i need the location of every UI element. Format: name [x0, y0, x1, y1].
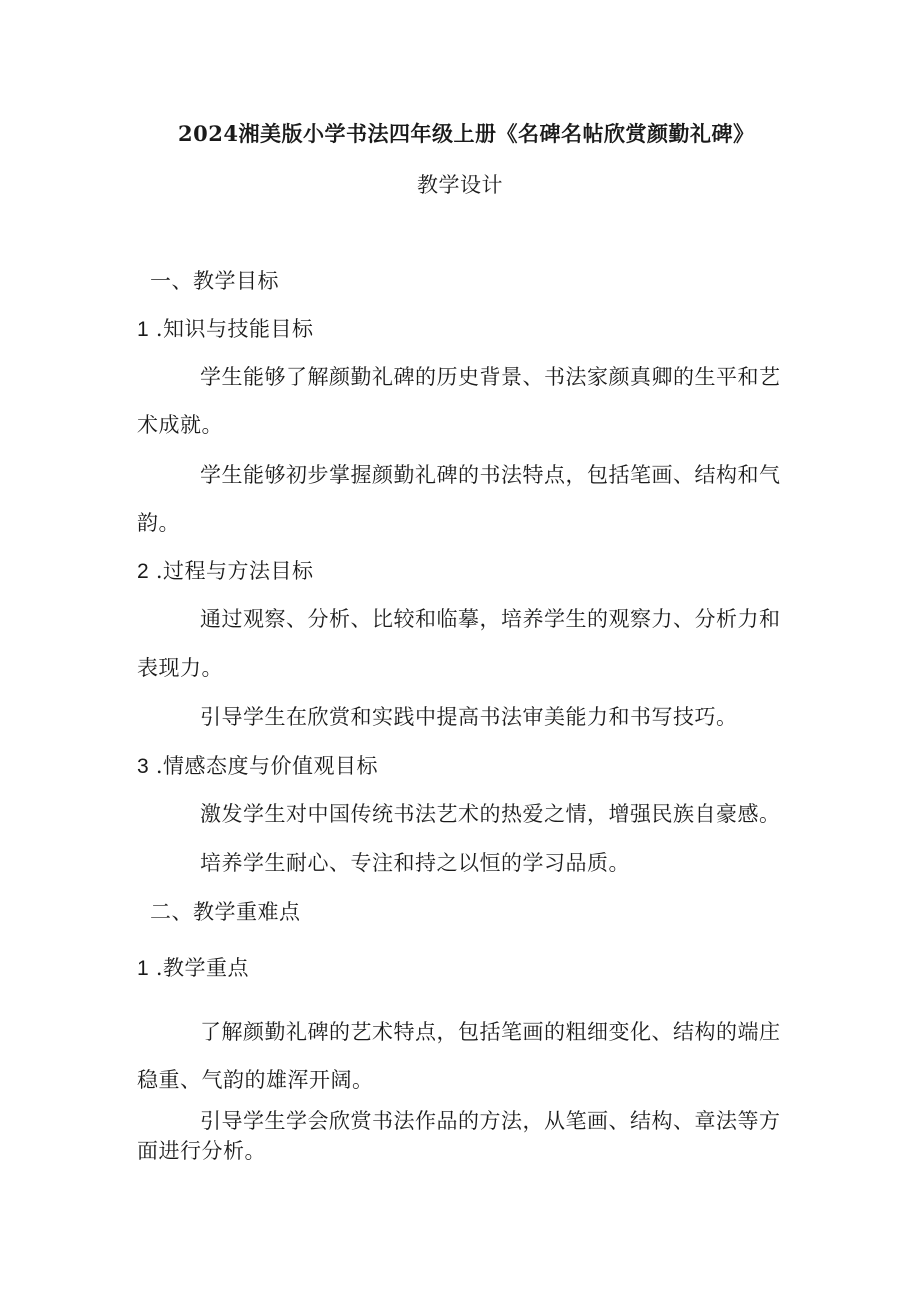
subsection-heading-process: 2 .过程与方法目标	[137, 559, 314, 583]
paragraph-line: 学生能够初步掌握颜勤礼碑的书法特点，包括笔画、结构和气	[200, 463, 781, 487]
paragraph-line: 面进行分析。	[137, 1139, 266, 1163]
paragraph-line: 引导学生在欣赏和实践中提高书法审美能力和书写技巧。	[200, 705, 738, 729]
subsection-heading-knowledge: 1 .知识与技能目标	[137, 317, 314, 341]
paragraph-line: 术成就。	[137, 413, 223, 437]
subsection-heading-focus: 1 .教学重点	[137, 956, 250, 980]
section-heading-objectives: 一、教学目标	[150, 269, 279, 293]
doc-title-line-1	[178, 121, 754, 147]
paragraph-line: 学生能够了解颜勤礼碑的历史背景、书法家颜真卿的生平和艺	[200, 365, 781, 389]
paragraph-line: 通过观察、分析、比较和临摹，培养学生的观察力、分析力和	[200, 607, 781, 631]
paragraph-line: 培养学生耐心、专注和持之以恒的学习品质。	[200, 851, 630, 875]
subsection-heading-values: 3 .情感态度与价值观目标	[137, 754, 379, 778]
section-heading-key-points: 二、教学重难点	[150, 900, 301, 924]
doc-title-line-2: 教学设计	[417, 173, 503, 197]
paragraph-line: 稳重、气韵的雄浑开阔。	[137, 1068, 374, 1092]
doc-title-line-1-text: 2024湘美版小学书法四年级上册《名碑名帖欣赏颜勤礼碑》	[178, 121, 755, 146]
paragraph-line: 了解颜勤礼碑的艺术特点，包括笔画的粗细变化、结构的端庄	[200, 1020, 781, 1044]
paragraph-line: 激发学生对中国传统书法艺术的热爱之情，增强民族自豪感。	[200, 802, 781, 826]
paragraph-line: 韵。	[137, 511, 180, 535]
paragraph-line: 引导学生学会欣赏书法作品的方法，从笔画、结构、章法等方	[200, 1109, 781, 1133]
paragraph-line: 表现力。	[137, 656, 223, 680]
